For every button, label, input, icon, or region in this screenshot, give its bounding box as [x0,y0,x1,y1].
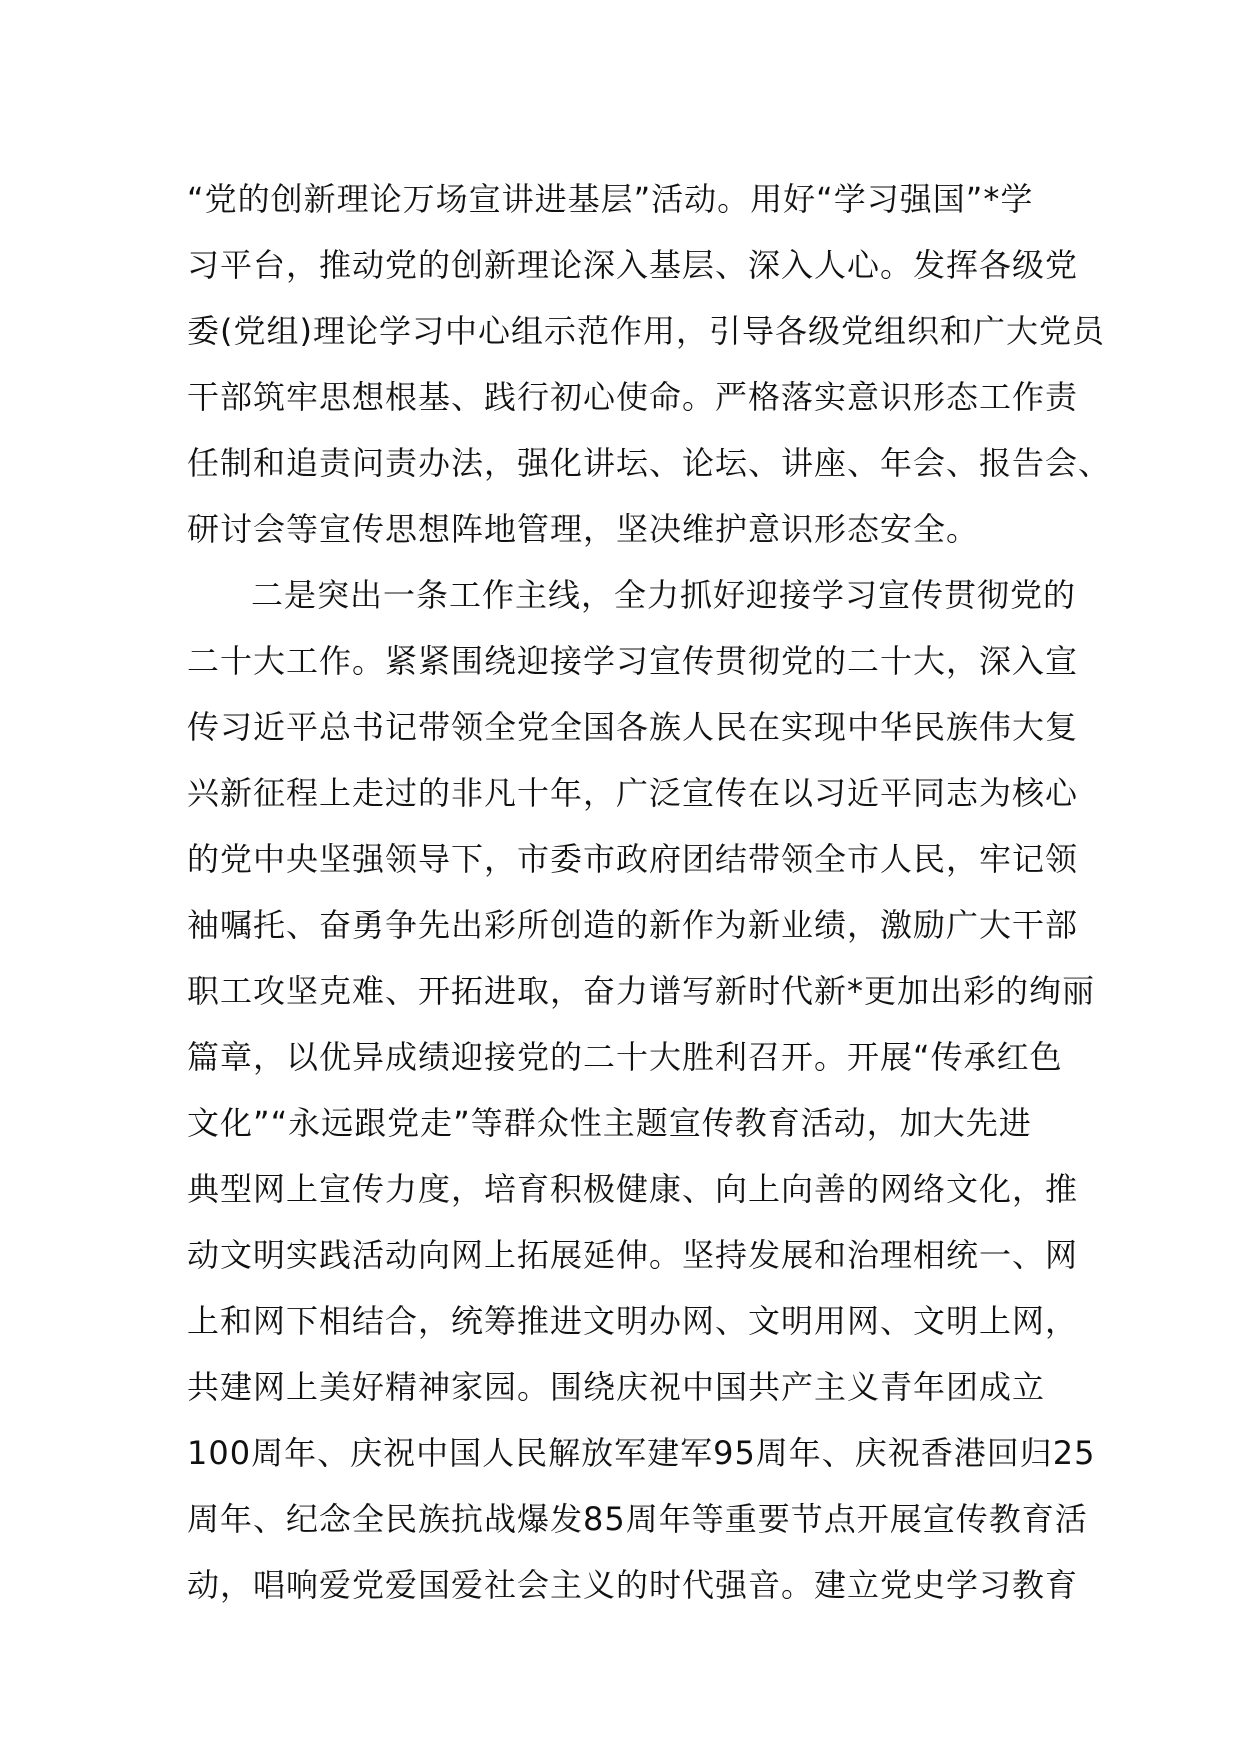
text-line: 干部筑牢思想根基、践行初心使命。严格落实意识形态工作责 [187,378,1079,416]
text-line: 习平台，推动党的创新理论深入基层、深入人心。发挥各级党 [187,246,1079,284]
text-line: 动，唱响爱党爱国爱社会主义的时代强音。建立党史学习教育 [187,1566,1079,1604]
text-line: “党的创新理论万场宣讲进基层”活动。用好“学习强国”*学 [187,180,1034,218]
text-line: 的党中央坚强领导下，市委市政府团结带领全市人民，牢记领 [187,840,1079,878]
text-line: 研讨会等宣传思想阵地管理，坚决维护意识形态安全。 [187,510,980,548]
text-line: 动文明实践活动向网上拓展延伸。坚持发展和治理相统一、网 [187,1236,1079,1274]
text-line: 典型网上宣传力度，培育积极健康、向上向善的网络文化，推 [187,1170,1079,1208]
text-line: 袖嘱托、奋勇争先出彩所创造的新作为新业绩，激励广大干部 [187,906,1079,944]
text-line: 委(党组)理论学习中心组示范作用，引导各级党组织和广大党员 [187,312,1105,350]
text-line: 文化”“永远跟党走”等群众性主题宣传教育活动，加大先进 [187,1104,1032,1142]
paragraph-first-line: 二是突出一条工作主线，全力抓好迎接学习宣传贯彻党的 [251,576,1077,614]
text-line: 周年、纪念全民族抗战爆发85周年等重要节点开展宣传教育活 [187,1500,1088,1538]
text-line: 篇章，以优异成绩迎接党的二十大胜利召开。开展“传承红色 [187,1038,1063,1076]
text-line: 二十大工作。紧紧围绕迎接学习宣传贯彻党的二十大，深入宣 [187,642,1079,680]
text-line: 共建网上美好精神家园。围绕庆祝中国共产主义青年团成立 [187,1368,1046,1406]
text-line: 100周年、庆祝中国人民解放军建军95周年、庆祝香港回归25 [187,1434,1096,1472]
document-body [187,166,1112,1618]
text-line: 职工攻坚克难、开拓进取，奋力谱写新时代新*更加出彩的绚丽 [187,972,1096,1010]
text-line: 传习近平总书记带领全党全国各族人民在实现中华民族伟大复 [187,708,1079,746]
text-line: 上和网下相结合，统筹推进文明办网、文明用网、文明上网， [187,1302,1079,1340]
text-line: 任制和追责问责办法，强化讲坛、论坛、讲座、年会、报告会、 [187,444,1112,482]
text-line: 兴新征程上走过的非凡十年，广泛宣传在以习近平同志为核心 [187,774,1079,812]
